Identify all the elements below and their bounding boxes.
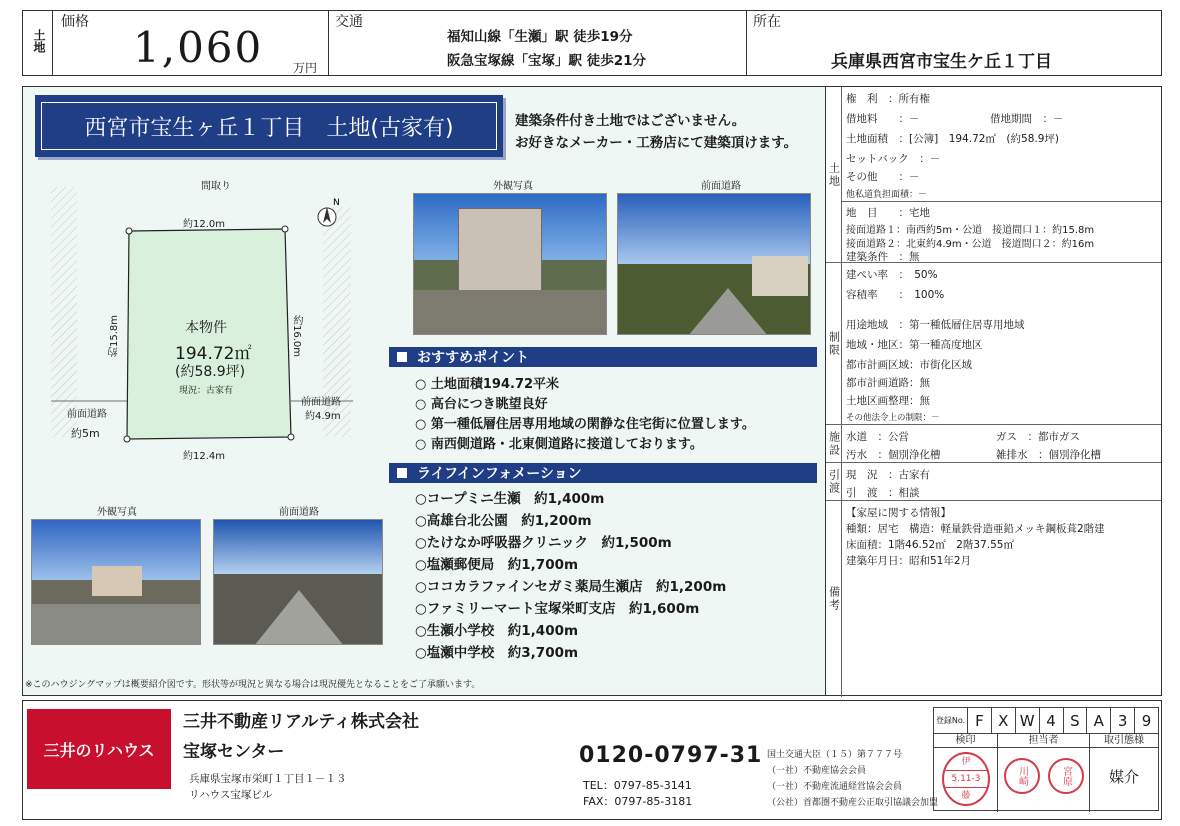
remarks-line: 種類：居宅 構造：軽量鉄骨造亜鉛メッキ鋼板葺2階建 (846, 523, 1105, 535)
current-state: 現 況 ：古家有 (846, 469, 930, 481)
check-cell (934, 734, 998, 812)
land-area: 土地面積 ：[公簿] 194.72㎡ (約58.9坪) (846, 133, 1060, 145)
life-title: ライフインフォメーション (417, 466, 582, 482)
reg-codes (968, 708, 1158, 734)
square-icon (397, 468, 407, 478)
plan-right-dim: 約16.0m (291, 315, 302, 358)
plan-status: 現況：古家有 (179, 386, 234, 396)
life-item-6: ○ファミリーマート宝塚栄町支店 約1,600m (415, 601, 700, 617)
kukaku: 土地区画整理：無 (846, 395, 930, 407)
road-1: 接面道路１：南西約5m・公道 接道間口１：約15.8m (846, 225, 1095, 236)
title-banner (35, 95, 503, 157)
private-road: 他私道負担面積：－ (846, 190, 928, 200)
main-panel (22, 86, 826, 696)
staff-label: 担当者 (998, 734, 1089, 748)
branch-name: 宝塚センター (183, 742, 285, 762)
recommend-item-2: ○ 高台につき眺望良好 (415, 397, 548, 412)
access-cell (329, 11, 747, 75)
square-icon (397, 352, 407, 362)
price-cell (53, 11, 329, 75)
life-item-8: ○塩瀬中学校 約3,700m (415, 645, 579, 661)
life-text: コープミニ生瀬 約1,400m (426, 491, 605, 507)
deal-value: 媒介 (1108, 768, 1139, 786)
inspection-stamp (942, 752, 990, 806)
life-text: たけなか呼吸器クリニック 約1,500m (426, 535, 672, 551)
reg-char: 4 (1040, 708, 1064, 733)
address-line-1: 兵庫県宝塚市栄町１丁目１－１３ (189, 773, 347, 785)
gas: ガス ：都市ガス (996, 431, 1080, 443)
lease-fee: 借地料 ：－ (846, 113, 920, 125)
price-value: 1,060 (133, 23, 264, 72)
location-value: 兵庫県西宮市宝生ケ丘１丁目 (831, 52, 1052, 72)
water: 水道 ：公営 (846, 431, 909, 443)
stamp-text: 5.11-3 (944, 770, 988, 788)
recommend-title: おすすめポイント (417, 350, 530, 366)
road-left-width: 約5m (71, 427, 100, 440)
road-photo (617, 193, 811, 335)
chimoku: 地 目 ：宅地 (846, 207, 930, 219)
reg-label: 登録No. (934, 708, 968, 734)
notice-line-1: 建築条件付き土地ではございません。 (515, 113, 746, 129)
youto: 用途地域 ：第一種低層住居専用地域 (846, 319, 1025, 331)
tel: TEL：0797-85-3141 (583, 779, 692, 792)
registration-table (933, 707, 1159, 811)
plan-bottom-dim: 約12.4m (183, 451, 226, 462)
fax: FAX：0797-85-3181 (583, 795, 693, 808)
sonota: その他法令上の制限：－ (846, 413, 940, 423)
recommend-item-4: ○ 南西側道路・北東側道路に接道しております。 (415, 437, 703, 452)
reg-char: S (1064, 708, 1088, 733)
reg-char: A (1087, 708, 1111, 733)
toshikeikaku: 都市計画区域：市街化区域 (846, 359, 972, 371)
recommend-item-3: ○ 第一種低層住居専用地域の閑静な住宅街に位置します。 (415, 417, 755, 432)
notice-line-2: お好きなメーカー・工務店にて建築頂けます。 (515, 135, 798, 151)
life-item-7: ○生瀬小学校 約1,400m (415, 623, 579, 639)
staff-cell (998, 734, 1090, 812)
svg-text:N: N (333, 198, 340, 208)
reg-char: 3 (1111, 708, 1135, 733)
life-text: 塩瀬中学校 約3,700m (426, 645, 579, 661)
staff-stamp-2: 宮原 (1048, 758, 1084, 794)
recommend-text: 土地面積194.72平米 (430, 377, 560, 392)
sewage: 汚水 ：個別浄化槽 (846, 449, 941, 461)
land-label: 土地 (826, 87, 842, 263)
plan-label: 本物件 (185, 320, 227, 336)
title-text: 西宮市宝生ヶ丘１丁目 土地(古家有) (41, 102, 497, 150)
drain: 雑排水 ：個別浄化槽 (996, 449, 1101, 461)
build-condition: 建築条件 ：無 (846, 251, 920, 263)
photo-exterior-caption: 外観写真 (493, 181, 533, 192)
access-label: 交通 (335, 14, 363, 30)
remarks-section (826, 501, 1161, 697)
reg-char: F (968, 708, 992, 733)
limit-section (826, 263, 1161, 425)
photo-road2-caption: 前面道路 (279, 507, 319, 518)
limit-label: 制限 (826, 263, 842, 425)
life-text: ファミリーマート宝塚栄町支店 約1,600m (426, 601, 700, 617)
recommend-text: 第一種低層住居専用地域の閑静な住宅街に位置します。 (430, 417, 755, 432)
spec-table (826, 86, 1162, 696)
license-4: （公社）首都圏不動産公正取引協議会加盟 (767, 798, 939, 808)
life-item-1: ○コープミニ生瀬 約1,400m (415, 491, 605, 507)
road-left-label: 前面道路 (67, 409, 107, 420)
photo-exterior2-caption: 外観写真 (97, 507, 137, 518)
remarks-label: 備考 (826, 501, 842, 697)
life-item-5: ○ココカラファインセガミ薬局生瀬店 約1,200m (415, 579, 727, 595)
delivery-section (826, 463, 1161, 501)
youseki: 容積率 ： 100% (846, 289, 945, 301)
life-item-2: ○高雄台北公園 約1,200m (415, 513, 592, 529)
plan-left-dim: 約15.8m (109, 315, 120, 358)
reg-char: 9 (1141, 712, 1152, 730)
chiiki: 地域・地区：第一種高度地区 (846, 339, 983, 351)
check-label: 検印 (934, 734, 997, 748)
land-section (826, 87, 1161, 263)
logo-text: 三井のリハウス (43, 740, 155, 760)
exterior-photo (413, 193, 607, 335)
license-3: （一社）不動産流通経営協会会員 (767, 782, 903, 792)
plan-caption: 間取り (201, 181, 231, 192)
life-item-3: ○たけなか呼吸器クリニック 約1,500m (415, 535, 672, 551)
stamp-text: 藤 (961, 791, 971, 801)
photo-road-caption: 前面道路 (701, 181, 741, 192)
deal-label: 取引態様 (1090, 734, 1158, 748)
access-line-1: 福知山線「生瀬」駅 徒歩19分 (447, 29, 633, 45)
reg-char: X (992, 708, 1016, 733)
delivery-label: 引渡 (826, 463, 842, 501)
category-cell (23, 11, 53, 75)
lease-term: 借地期間 ：－ (990, 113, 1064, 125)
company-name: 三井不動産リアルティ株式会社 (183, 712, 419, 732)
license-1: 国土交通大臣（１５）第７７７号 (767, 750, 903, 760)
remarks-line: 建築年月日：昭和51年2月 (846, 555, 972, 567)
price-label: 価格 (61, 14, 89, 30)
staff-stamp-1: 川崎 (1004, 758, 1040, 794)
location-cell (747, 11, 1163, 75)
disclaimer: ※このハウジングマップは概要紹介図です。形状等が現況と異なる場合は現況優先となることをご了承願います。 (25, 680, 481, 690)
recommend-text: 高台につき眺望良好 (430, 397, 548, 412)
plan-area: 194.72㎡ (175, 344, 252, 364)
address-line-2: リハウス宝塚ビル (189, 789, 273, 801)
facility-section (826, 425, 1161, 463)
access-line-2: 阪急宝塚線「宝塚」駅 徒歩21分 (447, 53, 646, 69)
kenpei: 建ぺい率 ： 50% (846, 269, 938, 281)
deal-cell (1090, 734, 1158, 812)
life-text: 生瀬小学校 約1,400m (426, 623, 579, 639)
footer (22, 700, 1162, 820)
rehouse-logo (27, 709, 171, 789)
plan-top-dim: 約12.0m (183, 219, 226, 230)
facility-label: 施設 (826, 425, 842, 463)
recommend-header (389, 347, 817, 367)
remarks-line: 【家屋に関する情報】 (846, 507, 951, 519)
handover: 引 渡 ：相談 (846, 487, 920, 499)
setback: セットバック ：－ (846, 153, 941, 165)
toshidoro: 都市計画道路：無 (846, 377, 930, 389)
life-text: ココカラファインセガミ薬局生瀬店 約1,200m (426, 579, 727, 595)
road-right-width: 約4.9m (305, 411, 341, 422)
life-header (389, 463, 817, 483)
road-photo-2 (213, 519, 383, 645)
reg-char: W (1016, 708, 1040, 733)
life-text: 高雄台北公園 約1,200m (426, 513, 592, 529)
location-label: 所在 (753, 14, 781, 30)
category-label: 土地 (32, 29, 46, 53)
price-unit: 万円 (293, 61, 318, 75)
life-item-4: ○塩瀬郵便局 約1,700m (415, 557, 579, 573)
stamp-text: 伊 (961, 757, 971, 767)
remarks-line: 床面積：1階46.52㎡ 2階37.55㎡ (846, 539, 1014, 551)
road-right-label: 前面道路 (301, 397, 341, 408)
exterior-photo-2 (31, 519, 201, 645)
header-table (22, 10, 1162, 76)
rights: 権 利 ：所有権 (846, 93, 930, 105)
life-text: 塩瀬郵便局 約1,700m (426, 557, 579, 573)
other: その他 ：－ (846, 171, 920, 183)
recommend-item-1: ○ 土地面積194.72平米 (415, 377, 560, 392)
plan-tsubo: (約58.9坪) (175, 364, 246, 380)
road-2: 接面道路２：北東約4.9m・公道 接道間口２：約16m (846, 239, 1095, 250)
license-2: （一社）不動産協会会員 (767, 766, 867, 776)
phone-number: 0120-0797-31 (579, 743, 763, 768)
recommend-text: 南西側道路・北東側道路に接道しております。 (430, 437, 703, 452)
